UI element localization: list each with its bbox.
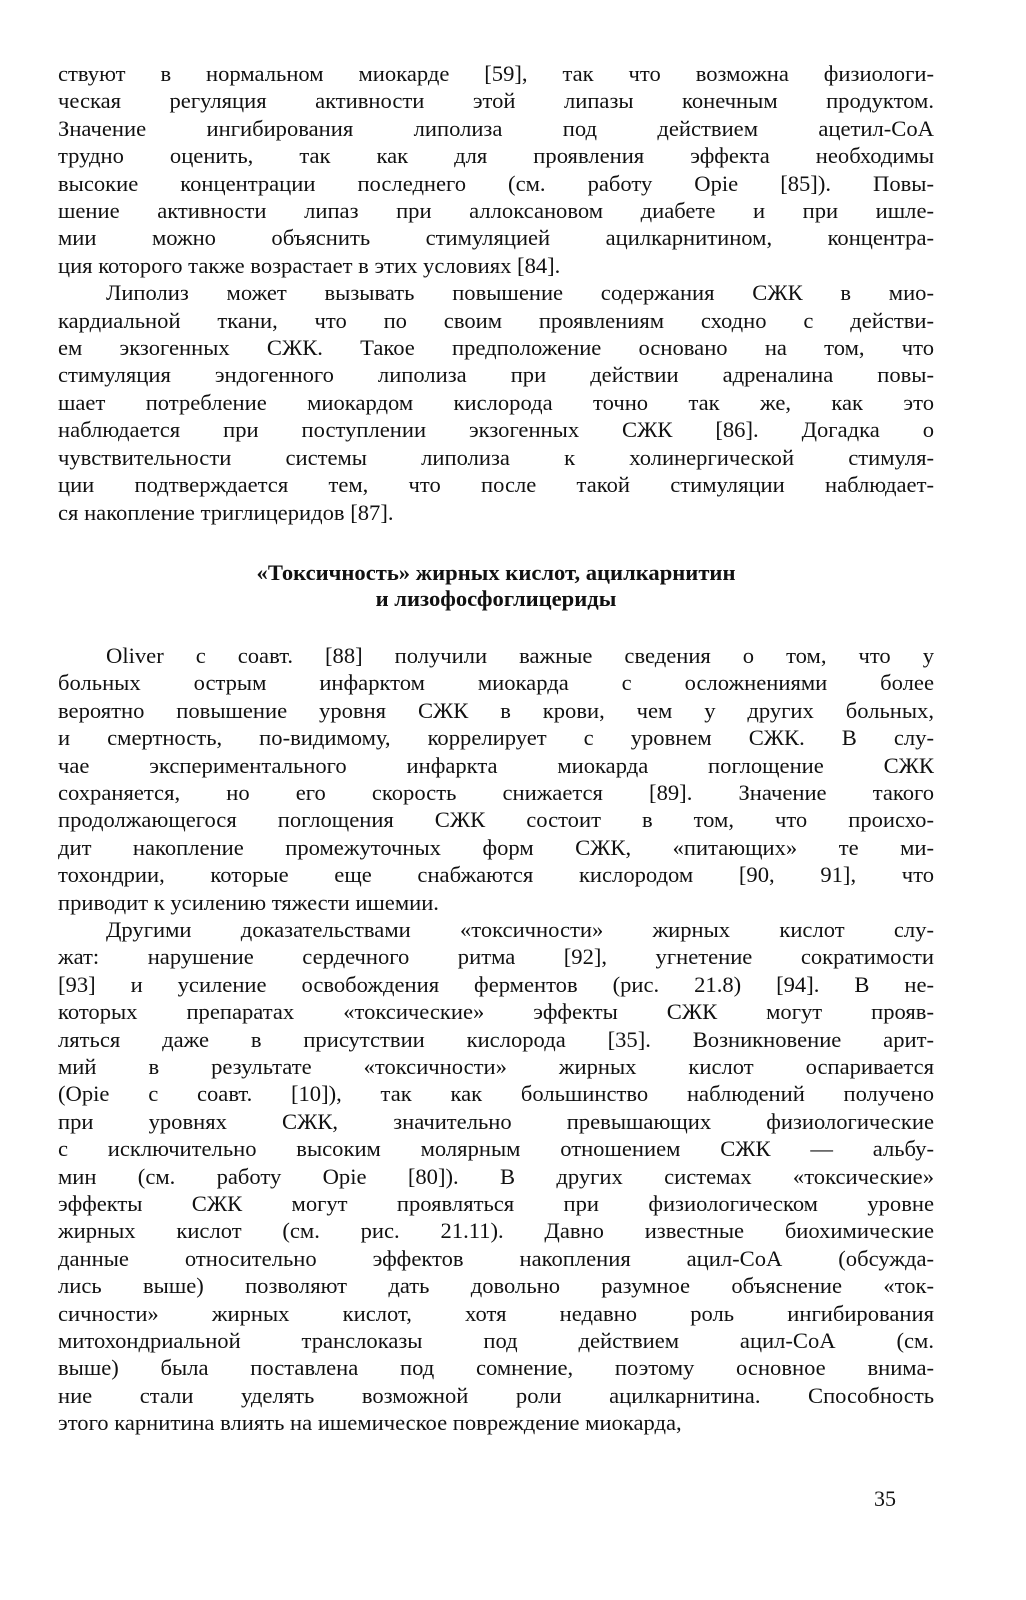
text-line: сичности» жирных кислот, хотя недавно роль ингибирования [58, 1300, 934, 1326]
text-line: Липолиз может вызывать повышение содержания СЖК в мио- [106, 280, 934, 306]
text-line: эффекты СЖК могут проявляться при физиологическом уровне [58, 1191, 934, 1217]
text-line: (Opie с соавт. [10]), так как большинство наблюдений получено [58, 1081, 934, 1107]
text-line: высокие концентрации последнего (см. работу Opie [85]). Повы- [58, 170, 934, 196]
text-line: Другими доказательствами «токсичности» жирных кислот слу- [106, 916, 934, 942]
text-line: мий в результате «токсичности» жирных кислот оспаривается [58, 1054, 934, 1079]
text-line: приводит к усилению тяжести ишемии. [58, 889, 439, 915]
text-line: вероятно повышение уровня СЖК в крови, чем у других больных, [58, 697, 934, 723]
text-line: данные относительно эффектов накопления ацил-СоА (обсужда- [58, 1245, 934, 1271]
text-line: ем экзогенных СЖК. Такое предположение основано на том, что [58, 335, 934, 361]
text-line: шает потребление миокардом кислорода точно так же, как это [58, 389, 934, 415]
text-line: трудно оценить, так как для проявления эффекта необходимы [58, 143, 934, 169]
text-line: ческая регуляция активности этой липазы конечным продуктом. [58, 88, 934, 114]
heading-line-2: и лизофосфоглицериды [375, 585, 617, 611]
text-line: чае экспериментального инфаркта миокарда поглощение СЖК [58, 752, 934, 778]
section-heading [58, 560, 934, 612]
heading-line-1: «Токсичность» жирных кислот, ацилкарнитин [256, 559, 736, 585]
text-line: ция которого также возрастает в этих условиях [84]. [58, 252, 561, 278]
paragraph-4 [58, 916, 934, 1437]
text-line: больных острым инфарктом миокарда с осложнениями более [58, 670, 934, 696]
text-line: ся накопление триглицеридов [87]. [58, 499, 394, 525]
text-line: чувствительности системы липолиза к холинергической стимуля- [58, 444, 934, 470]
text-line: наблюдается при поступлении экзогенных СЖК [86]. Догадка о [58, 417, 934, 443]
text-line: ции подтверждается тем, что после такой стимуляции наблюдает- [58, 472, 934, 498]
text-line: [93] и усиление освобождения ферментов (рис. 21.8) [94]. В не- [58, 971, 934, 997]
text-line: с исключительно высоким молярным отношением СЖК — альбу- [58, 1136, 934, 1162]
text-line: и смертность, по-видимому, коррелирует с уровнем СЖК. В слу- [58, 725, 934, 751]
text-line: жирных кислот (см. рис. 21.11). Давно известные биохимические [58, 1218, 934, 1244]
page-number: 35 [874, 1486, 896, 1511]
text-line: этого карнитина влиять на ишемическое повреждение миокарда, [58, 1410, 682, 1436]
text-line: выше) была поставлена под сомнение, поэтому основное внима- [58, 1355, 934, 1381]
text-line: митохондриальной транслоказы под действием ацил-СоА (см. [58, 1328, 934, 1354]
document-page [58, 60, 934, 1437]
paragraph-3 [58, 642, 934, 916]
text-line: Значение ингибирования липолиза под действием ацетил-СоА [58, 115, 934, 141]
paragraph-1 [58, 60, 934, 279]
text-line: мин (см. работу Opie [80]). В других системах «токсические» [58, 1163, 934, 1189]
text-line: ние стали уделять возможной роли ацилкарнитина. Способность [58, 1382, 934, 1408]
text-line: ляться даже в присутствии кислорода [35]. Возникновение арит- [58, 1026, 934, 1052]
text-line: при уровнях СЖК, значительно превышающих физиологические [58, 1108, 934, 1134]
text-line: тохондрии, которые еще снабжаются кислородом [90, 91], что [58, 862, 934, 888]
text-line: шение активности липаз при аллоксановом диабете и при ишле- [58, 198, 934, 224]
text-line: Oliver с соавт. [88] получили важные сведения о том, что у [106, 642, 934, 668]
paragraph-2 [58, 279, 934, 526]
text-line: сохраняется, но его скорость снижается [89]. Значение такого [58, 779, 934, 805]
text-line: которых препаратах «токсические» эффекты СЖК могут прояв- [58, 999, 934, 1025]
text-line: мии можно объяснить стимуляцией ацилкарнитином, концентра- [58, 225, 934, 251]
text-line: продолжающегося поглощения СЖК состоит в том, что происхо- [58, 807, 934, 833]
text-line: кардиальной ткани, что по своим проявлениям сходно с действи- [58, 307, 934, 333]
text-line: жат: нарушение сердечного ритма [92], угнетение сократимости [58, 944, 934, 970]
text-line: дит накопление промежуточных форм СЖК, «питающих» те ми- [58, 834, 934, 860]
text-line: лись выше) позволяют дать довольно разумное объяснение «ток- [58, 1273, 934, 1299]
text-line: стимуляция эндогенного липолиза при действии адреналина повы- [58, 362, 934, 388]
text-line: ствуют в нормальном миокарде [59], так что возможна физиологи- [58, 61, 934, 86]
